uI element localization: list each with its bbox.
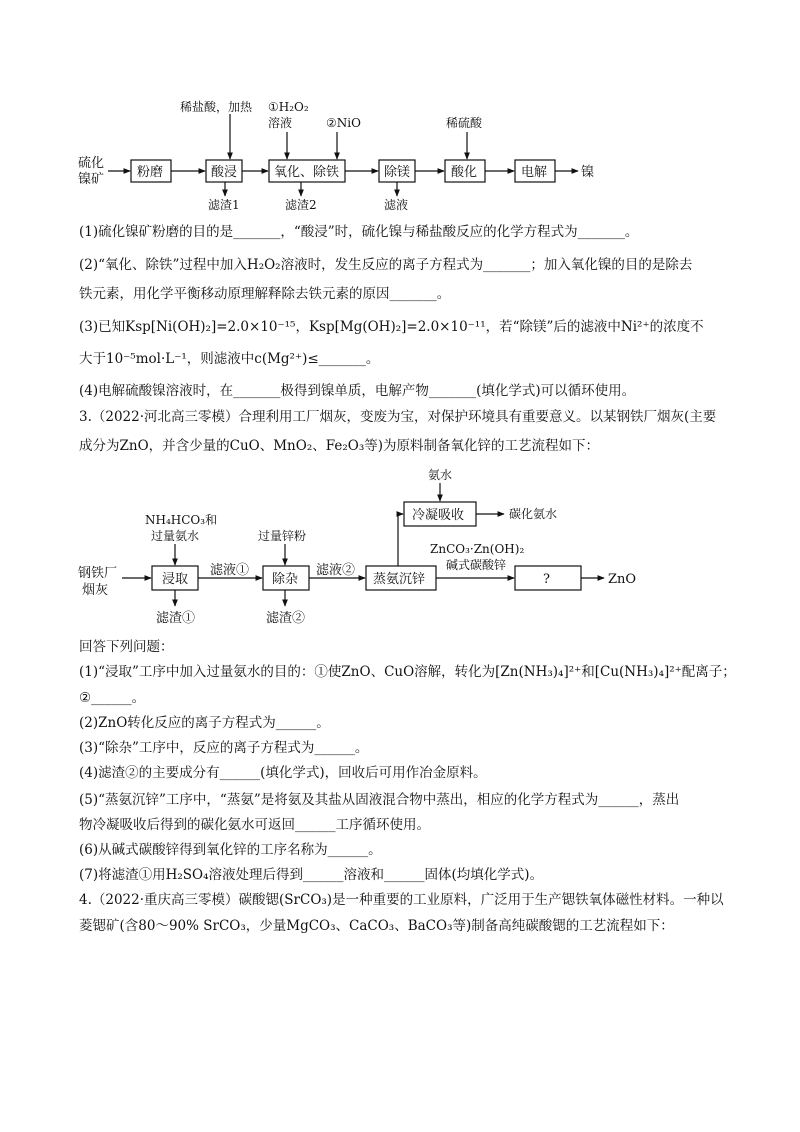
q4-intro1: 4.（2022·重庆高三零模）碳酸锶(SrCO₃)是一种重要的工业原料，广泛用于生产锶铁氧体磁性材料。一种以 <box>79 892 724 908</box>
q3-precip-formula: ZnCO₃·Zn(OH)₂ <box>430 542 525 556</box>
q3-part5a: (5)“蒸氨沉锌”工序中，“蒸氨”是将氨及其盐从固液混合物中蒸出，相应的化学方程式为______，蒸出 <box>79 792 680 808</box>
q2-part3b: 大于10⁻⁵mol·L⁻¹，则滤液中c(Mg²⁺)≤_______。 <box>79 351 380 367</box>
q3-part1b: ②______。 <box>79 690 146 706</box>
q3-part1a: (1)“浸取”工序中加入过量氨水的目的：①使ZnO、CuO溶解，转化为[Zn(NH₃)₄]²⁺和[Cu(NH₃)₄]²⁺配离子； <box>79 664 736 680</box>
q3-ammonia: 氨水 <box>428 468 453 482</box>
q3-intro2: 成分为ZnO，并含少量的CuO、MnO₂、Fe₂O₃等)为原料制备氧化锌的工艺流程如下： <box>79 438 600 454</box>
q3-box-purify: 除杂 <box>272 572 299 587</box>
output-residue2: 滤渣2 <box>285 198 317 212</box>
q3-intro1: 3.（2022·河北高三零模）合理利用工厂烟灰，变废为宝，对保护环境具有重要意义。以某钢铁厂烟灰(主要 <box>79 409 717 425</box>
q3-part5b: 物冷凝吸收后得到的碳化氨水可返回______工序循环使用。 <box>79 817 430 833</box>
q3-box-cool-absorb: 冷凝吸收 <box>412 508 465 523</box>
q3-reagent-1a: NH₄HCO₃和 <box>145 513 218 527</box>
q3-filtrate2: 滤液② <box>316 563 356 578</box>
q3-residue1: 滤渣① <box>156 611 196 626</box>
box-grind: 粉磨 <box>137 165 164 180</box>
raw-material-line1: 硫化 <box>78 156 105 171</box>
q3-part7: (7)将滤渣①用H₂SO₄溶液处理后得到______溶液和______固体(均填化学式)。 <box>79 867 544 883</box>
box-acid-leach: 酸浸 <box>211 165 238 180</box>
q3-reagent-1b: 过量氨水 <box>151 529 200 543</box>
q3-raw-line2: 烟灰 <box>82 583 109 598</box>
q3-part3: (3)“除杂”工序中，反应的离子方程式为______。 <box>79 740 369 756</box>
q3-filtrate1: 滤液① <box>210 563 250 578</box>
input-h2o2-2: 溶液 <box>268 116 293 130</box>
raw-material-line2: 镍矿 <box>78 172 105 187</box>
q3-box-leach: 浸取 <box>162 572 189 587</box>
input-nio: ②NiO <box>326 116 361 130</box>
box-electrolysis: 电解 <box>521 165 548 180</box>
q2-part3a: (3)已知Ksp[Ni(OH)₂]=2.0×10⁻¹⁵，Ksp[Mg(OH)₂]=2.0×10⁻¹¹，若“除镁”后的滤液中Ni²⁺的浓度不 <box>79 319 704 335</box>
q2-part1: (1)硫化镍矿粉磨的目的是_______，“酸浸”时，硫化镍与稀盐酸反应的化学方程式为_______。 <box>79 224 639 240</box>
q3-part6: (6)从碱式碳酸锌得到氧化锌的工序名称为______。 <box>79 842 382 858</box>
q3-part4: (4)滤渣②的主要成分有______(填化学式)，回收后可用作冶金原料。 <box>79 765 487 781</box>
q3-product-zno: ZnO <box>608 572 637 587</box>
q2-part2b: 铁元素，用化学平衡移动原理解释除去铁元素的原因_______。 <box>79 286 451 302</box>
input-h2o2-1: ①H₂O₂ <box>268 100 309 114</box>
q3-precip-name: 碱式碳酸锌 <box>446 558 507 572</box>
output-filtrate: 滤液 <box>384 198 409 212</box>
box-acidify: 酸化 <box>451 165 478 180</box>
output-residue1: 滤渣1 <box>208 198 240 212</box>
product-nickel: 镍 <box>581 165 595 180</box>
q3-reagent-zn: 过量锌粉 <box>258 529 307 543</box>
q2-part4: (4)电解硫酸镍溶液时，在_______极得到镍单质，电解产物_______(填化学式)可以循环使用。 <box>79 383 636 399</box>
q3-carbonized-ammonia: 碳化氨水 <box>509 507 558 521</box>
q4-intro2: 菱锶矿(含80～90% SrCO₃，少量MgCO₃、CaCO₃、BaCO₃等)制备高纯碳酸锶的工艺流程如下： <box>79 918 674 934</box>
q3-box-unknown: ? <box>543 572 550 587</box>
q3-raw-line1: 钢铁厂 <box>78 566 118 581</box>
q3-box-steam-zn: 蒸氨沉锌 <box>373 572 426 587</box>
box-mg-removal: 除镁 <box>384 165 411 180</box>
input-dilute-hcl: 稀盐酸，加热 <box>180 100 253 114</box>
q2-part2a: (2)“氧化、除铁”过程中加入H₂O₂溶液时，发生反应的离子方程式为_______；加入氧化镍的目的是除去 <box>79 257 693 273</box>
input-dilute-h2so4: 稀硫酸 <box>446 116 483 130</box>
q3-part2: (2)ZnO转化反应的离子方程式为______。 <box>79 715 330 731</box>
q3-residue2: 滤渣② <box>266 611 306 626</box>
box-oxidation-iron-removal: 氧化、除铁 <box>274 165 340 180</box>
q3-answer-intro: 回答下列问题： <box>79 639 174 655</box>
